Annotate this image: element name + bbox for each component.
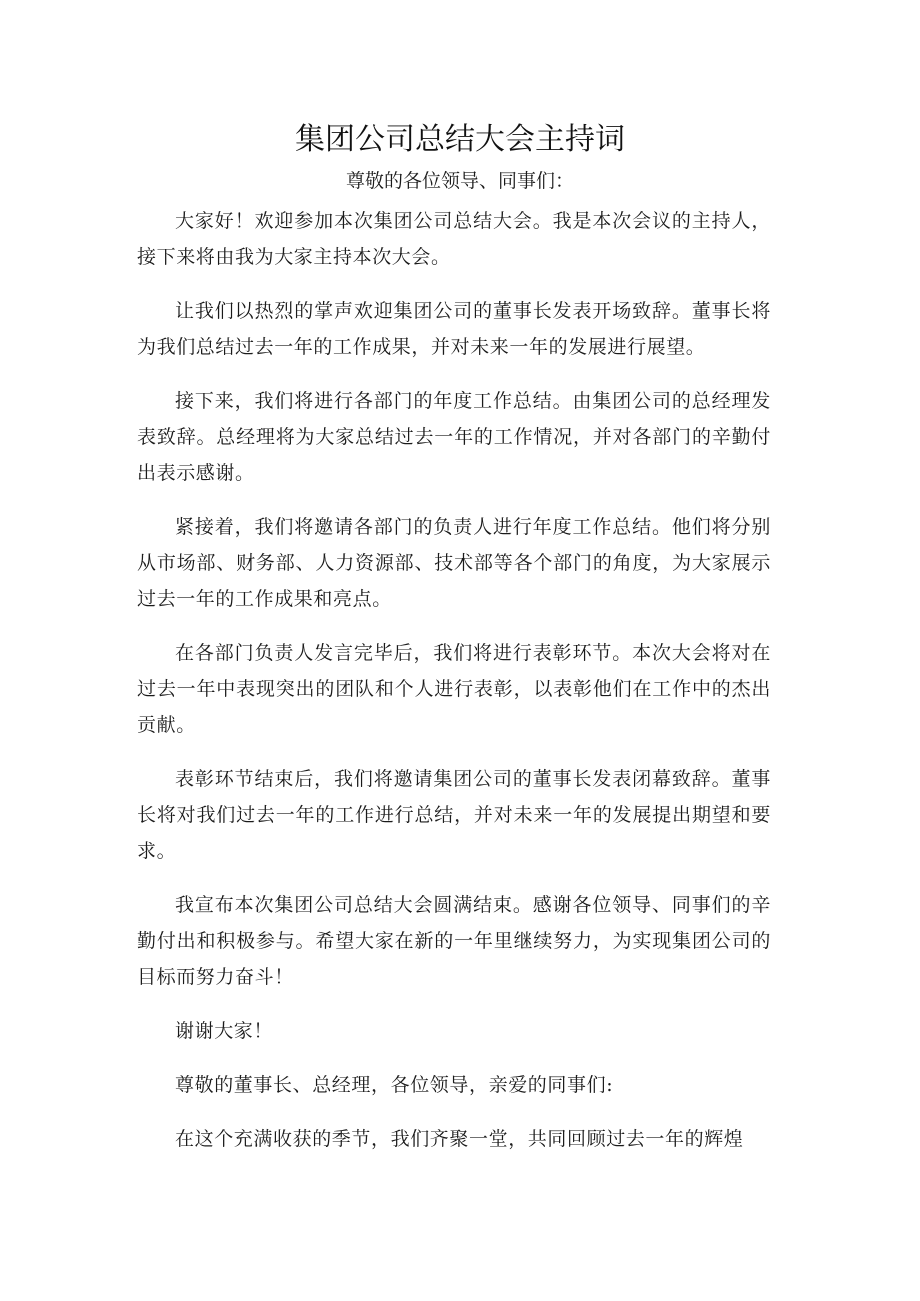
paragraph: 在各部门负责人发言完毕后，我们将进行表彰环节。本次大会将对在过去一年中表现突出的团队和个人进行表彰，以表彰他们在工作中的杰出贡献。 [137, 642, 771, 736]
document-title: 集团公司总结大会主持词 [295, 122, 625, 157]
document-body [137, 203, 771, 1175]
paragraph: 表彰环节结束后，我们将邀请集团公司的董事长发表闭幕致辞。董事长将对我们过去一年的工作进行总结，并对未来一年的发展提出期望和要求。 [137, 768, 771, 862]
paragraph: 大家好！欢迎参加本次集团公司总结大会。我是本次会议的主持人，接下来将由我为大家主持本次大会。 [137, 210, 771, 268]
paragraph: 让我们以热烈的掌声欢迎集团公司的董事长发表开场致辞。董事长将为我们总结过去一年的工作成果，并对未来一年的发展进行展望。 [137, 300, 771, 358]
paragraph: 谢谢大家！ [175, 1020, 274, 1042]
salutation: 尊敬的各位领导、同事们： [345, 170, 574, 192]
paragraph: 接下来，我们将进行各部门的年度工作总结。由集团公司的总经理发表致辞。总经理将为大家总结过去一年的工作情况，并对各部门的辛勤付出表示感谢。 [137, 390, 771, 484]
paragraph: 尊敬的董事长、总经理，各位领导，亲爱的同事们: [175, 1074, 614, 1096]
paragraph: 在这个充满收获的季节，我们齐聚一堂，共同回顾过去一年的辉煌 [175, 1128, 744, 1150]
paragraph: 紧接着，我们将邀请各部门的负责人进行年度工作总结。他们将分别从市场部、财务部、人力资源部、技术部等各个部门的角度，为大家展示过去一年的工作成果和亮点。 [137, 516, 771, 610]
paragraph: 我宣布本次集团公司总结大会圆满结束。感谢各位领导、同事们的辛勤付出和积极参与。希望大家在新的一年里继续努力，为实现集团公司的目标而努力奋斗！ [137, 894, 771, 988]
